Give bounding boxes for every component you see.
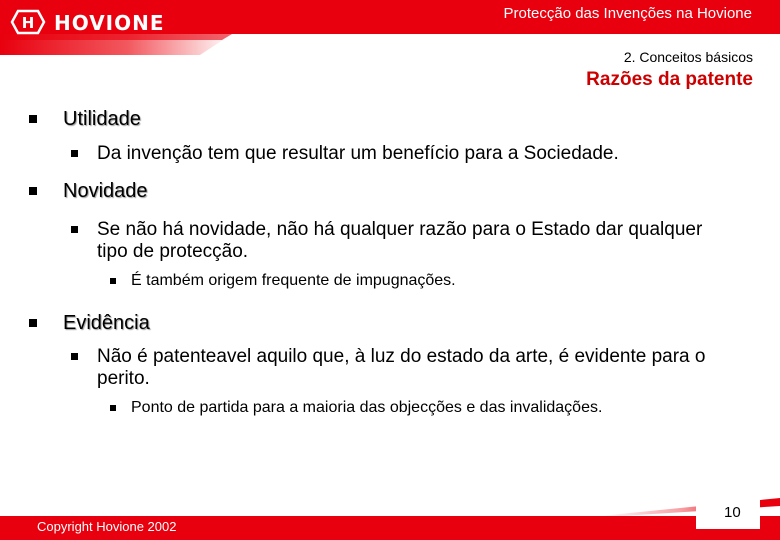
slide-title: Razões da patente xyxy=(586,69,753,90)
sub-sub-bullet xyxy=(131,399,751,417)
sub-bullet xyxy=(97,346,747,390)
section-heading: 2. Conceitos básicos xyxy=(623,49,753,65)
sub-bullet-text: Não é patenteavel aquilo que, à luz do estado da arte, é evidente para o perito. xyxy=(97,346,706,389)
logo-letter: H xyxy=(21,14,35,32)
hovione-logo xyxy=(10,9,165,35)
presentation-title: Protecção das Invenções na Hovione xyxy=(503,5,752,22)
logo-badge-icon xyxy=(10,9,46,35)
bullet-square-icon xyxy=(110,405,116,411)
sub-bullet-text: Da invenção tem que resultar um benefício para a Sociedade. xyxy=(97,143,619,164)
bullet-label: Utilidade xyxy=(63,108,141,130)
bullet-square-icon xyxy=(71,226,78,233)
bullet-label: Evidência xyxy=(63,312,150,334)
bullet-square-icon xyxy=(110,278,116,284)
bullet-novidade xyxy=(63,180,148,203)
sub-sub-bullet xyxy=(131,272,731,290)
bullet-square-icon xyxy=(29,115,37,123)
sub-bullet-text: Se não há novidade, não há qualquer razão para o Estado dar qualquer tipo de protecção. xyxy=(97,219,703,262)
sub-bullet xyxy=(97,219,727,263)
bullet-label: Novidade xyxy=(63,180,148,202)
copyright-text: Copyright Hovione 2002 xyxy=(37,519,177,534)
bullet-square-icon xyxy=(29,187,37,195)
sub-sub-bullet-text: É também origem frequente de impugnações. xyxy=(131,272,456,289)
page-number: 10 xyxy=(724,504,741,521)
sub-bullet xyxy=(97,143,737,165)
bullet-square-icon xyxy=(71,150,78,157)
bullet-square-icon xyxy=(29,319,37,327)
logo-text: HOVIONE xyxy=(54,11,165,35)
bullet-square-icon xyxy=(71,353,78,360)
bullet-evidencia xyxy=(63,312,150,335)
sub-sub-bullet-text: Ponto de partida para a maioria das objecções e das invalidações. xyxy=(131,399,603,416)
bullet-utilidade xyxy=(63,108,141,131)
